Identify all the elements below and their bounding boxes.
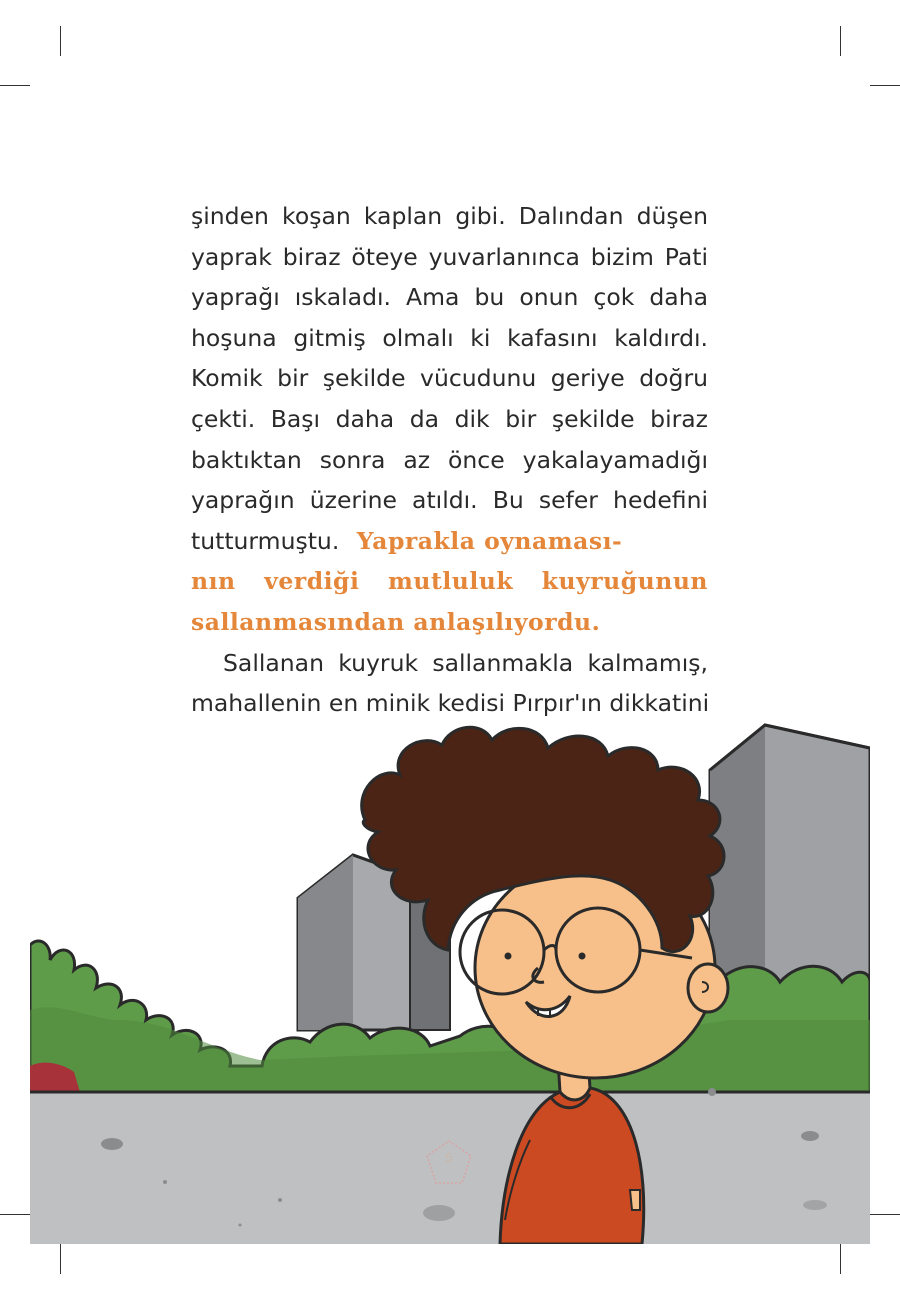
crop-mark-bottom-left-v bbox=[60, 1244, 61, 1274]
crop-mark-bottom-left-h bbox=[0, 1214, 30, 1215]
highlighted-text: sallanmasından anlaşılıyordu. bbox=[191, 607, 601, 636]
building-right bbox=[710, 725, 870, 1010]
text-line: Sallanan kuyruk sallanmakla kalmamış, bbox=[223, 648, 708, 677]
highlighted-text: nın verdiği mutluluk kuyruğunun bbox=[191, 567, 708, 596]
crop-mark-top-right-h bbox=[870, 85, 900, 86]
crop-mark-top-left-v bbox=[60, 26, 61, 56]
text-line: mahallenin en minik kedisi Pırpır'ın dikkatini bbox=[191, 689, 710, 718]
text-line: çekti. Başı daha da dik bir şekilde biraz bbox=[191, 404, 708, 433]
crop-mark-top-right-v bbox=[840, 26, 841, 56]
text-line: yaprak biraz öteye yuvarlanınca bizim Pati bbox=[191, 242, 708, 271]
text-line-mixed bbox=[191, 521, 708, 562]
crop-mark-bottom-right-h bbox=[870, 1214, 900, 1215]
text-line: hoşuna gitmiş olmalı ki kafasını kaldırdı. bbox=[191, 323, 708, 352]
page-number-label: 5 bbox=[445, 1150, 453, 1165]
crop-mark-top-left-h bbox=[0, 85, 30, 86]
text-line: Komik bir şekilde vücudunu geriye doğru bbox=[191, 364, 708, 393]
text-line: yaprağın üzerine atıldı. Bu sefer hedefini bbox=[191, 486, 708, 515]
crop-mark-bottom-right-v bbox=[840, 1244, 841, 1274]
text-line: şinden koşan kaplan gibi. Dalından düşen bbox=[191, 202, 708, 230]
text-line: baktıktan sonra az önce yakalayamadığı bbox=[191, 445, 708, 474]
text-line: yaprağı ıskaladı. Ama bu onun çok daha bbox=[191, 283, 708, 312]
highlighted-text: Yaprakla oynaması- bbox=[356, 526, 623, 555]
story-text bbox=[191, 196, 708, 724]
page-number bbox=[424, 1138, 474, 1186]
text-plain: tutturmuştu. bbox=[191, 526, 347, 555]
